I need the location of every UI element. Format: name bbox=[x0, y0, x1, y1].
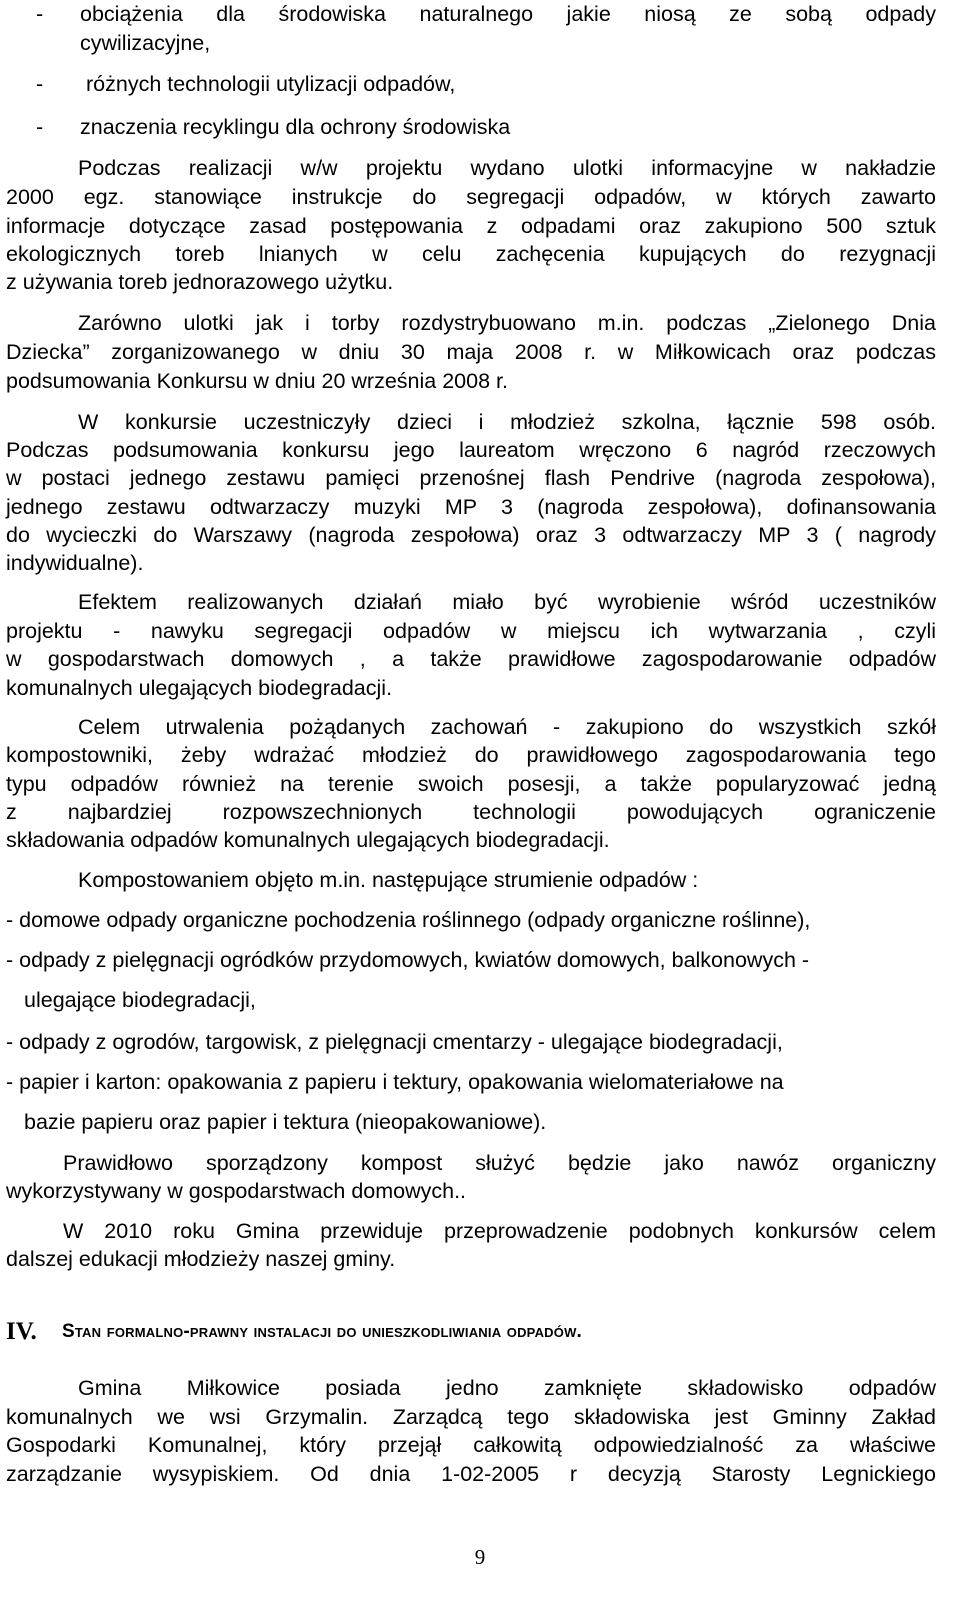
text-line: podsumowania Konkursu w dniu 20 września 2008 r. bbox=[6, 369, 508, 393]
text-line: składowania odpadów komunalnych ulegających biodegradacji. bbox=[6, 828, 610, 852]
text-line: w gospodarstwach domowych , a także prawidłowe zagospodarowanie odpadów bbox=[6, 647, 936, 671]
text-line: kompostowniki, żeby wdrażać młodzież do prawidłowego zagospodarowania tego bbox=[6, 743, 936, 767]
text-line: Dziecka” zorganizowanego w dniu 30 maja 2008 r. w Miłkowicach oraz podczas bbox=[6, 340, 936, 364]
text-line: jednego zestawu odtwarzaczy muzyki MP 3 (nagroda zespołowa), dofinansowania bbox=[6, 495, 936, 519]
text-line: do wycieczki do Warszawy (nagroda zespołowa) oraz 3 odtwarzaczy MP 3 ( nagrody bbox=[6, 523, 936, 547]
text-line: indywidualne). bbox=[6, 551, 144, 575]
text-line: wykorzystywany w gospodarstwach domowych.. bbox=[6, 1179, 467, 1203]
text-line: ekologicznych toreb lnianych w celu zachęcenia kupujących do rezygnacji bbox=[6, 242, 936, 266]
text-line: cywilizacyjne, bbox=[80, 31, 211, 55]
page-number: 9 bbox=[474, 1545, 486, 1569]
text-line: z najbardziej rozpowszechnionych technologii powodujących ograniczenie bbox=[6, 800, 936, 824]
list-dash: - bbox=[36, 115, 44, 139]
list-item-continuation: ulegające biodegradacji, bbox=[24, 988, 256, 1012]
text-line: Efektem realizowanych działań miało być wyrobienie wśród uczestników bbox=[78, 590, 936, 614]
list-item-continuation: bazie papieru oraz papier i tektura (nieopakowaniowe). bbox=[24, 1110, 547, 1134]
list-item: - odpady z pielęgnacji ogródków przydomowych, kwiatów domowych, balkonowych - bbox=[6, 948, 810, 972]
text-line: Celem utrwalenia pożądanych zachowań - zakupiono do wszystkich szkół bbox=[78, 715, 936, 739]
text-line: typu odpadów również na terenie swoich posesji, a także popularyzować jedną bbox=[6, 772, 936, 796]
text-line: 2000 egz. stanowiące instrukcje do segregacji odpadów, w których zawarto bbox=[6, 185, 936, 209]
section-heading: Stan formalno-prawny instalacji do unieszkodliwiania odpadów. bbox=[62, 1321, 583, 1342]
list-dash: - bbox=[36, 2, 44, 26]
list-item: - domowe odpady organiczne pochodzenia roślinnego (odpady organiczne roślinne), bbox=[6, 908, 811, 932]
text-line: Podczas podsumowania konkursu jego laureatom wręczono 6 nagród rzeczowych bbox=[6, 438, 936, 462]
text-line: z używania toreb jednorazowego użytku. bbox=[6, 270, 394, 294]
text-line: dalszej edukacji młodzieży naszej gminy. bbox=[6, 1247, 396, 1271]
text-line: projektu - nawyku segregacji odpadów w miejscu ich wytwarzania , czyli bbox=[6, 619, 936, 643]
text-line: w postaci jednego zestawu pamięci przenośnej flash Pendrive (nagroda zespołowa), bbox=[6, 466, 936, 490]
list-dash: - bbox=[36, 72, 44, 96]
text-line: znaczenia recyklingu dla ochrony środowiska bbox=[80, 115, 511, 139]
text-line: komunalnych we wsi Grzymalin. Zarządcą tego składowiska jest Gminny Zakład bbox=[6, 1405, 936, 1429]
list-item: - odpady z ogrodów, targowisk, z pielęgnacji cmentarzy - ulegające biodegradacji, bbox=[6, 1030, 783, 1054]
text-line: Zarówno ulotki jak i torby rozdystrybuowano m.in. podczas „Zielonego Dnia bbox=[78, 311, 936, 335]
text-line: Gospodarki Komunalnej, który przejął całkowitą odpowiedzialność za właściwe bbox=[6, 1433, 936, 1457]
list-item: - papier i karton: opakowania z papieru i tektury, opakowania wielomateriałowe na bbox=[6, 1070, 784, 1094]
text-line: różnych technologii utylizacji odpadów, bbox=[86, 72, 456, 96]
text-line: komunalnych ulegających biodegradacji. bbox=[6, 676, 393, 700]
text-line: Gmina Miłkowice posiada jedno zamknięte składowisko odpadów bbox=[78, 1376, 936, 1400]
text-line: informacje dotyczące zasad postępowania z odpadami oraz zakupiono 500 sztuk bbox=[6, 214, 936, 238]
text-line: Kompostowaniem objęto m.in. następujące strumienie odpadów : bbox=[78, 868, 699, 892]
text-line: zarządzanie wysypiskiem. Od dnia 1-02-2005 r decyzją Starosty Legnickiego bbox=[6, 1462, 936, 1486]
text-line: Podczas realizacji w/w projektu wydano ulotki informacyjne w nakładzie bbox=[78, 156, 936, 180]
text-line: obciążenia dla środowiska naturalnego jakie niosą ze sobą odpady bbox=[80, 2, 936, 26]
text-line: W konkursie uczestniczyły dzieci i młodzież szkolna, łącznie 598 osób. bbox=[78, 410, 936, 434]
text-line: Prawidłowo sporządzony kompost służyć będzie jako nawóz organiczny bbox=[63, 1151, 936, 1175]
section-number: IV. bbox=[6, 1318, 37, 1345]
text-line: W 2010 roku Gmina przewiduje przeprowadzenie podobnych konkursów celem bbox=[63, 1219, 936, 1243]
